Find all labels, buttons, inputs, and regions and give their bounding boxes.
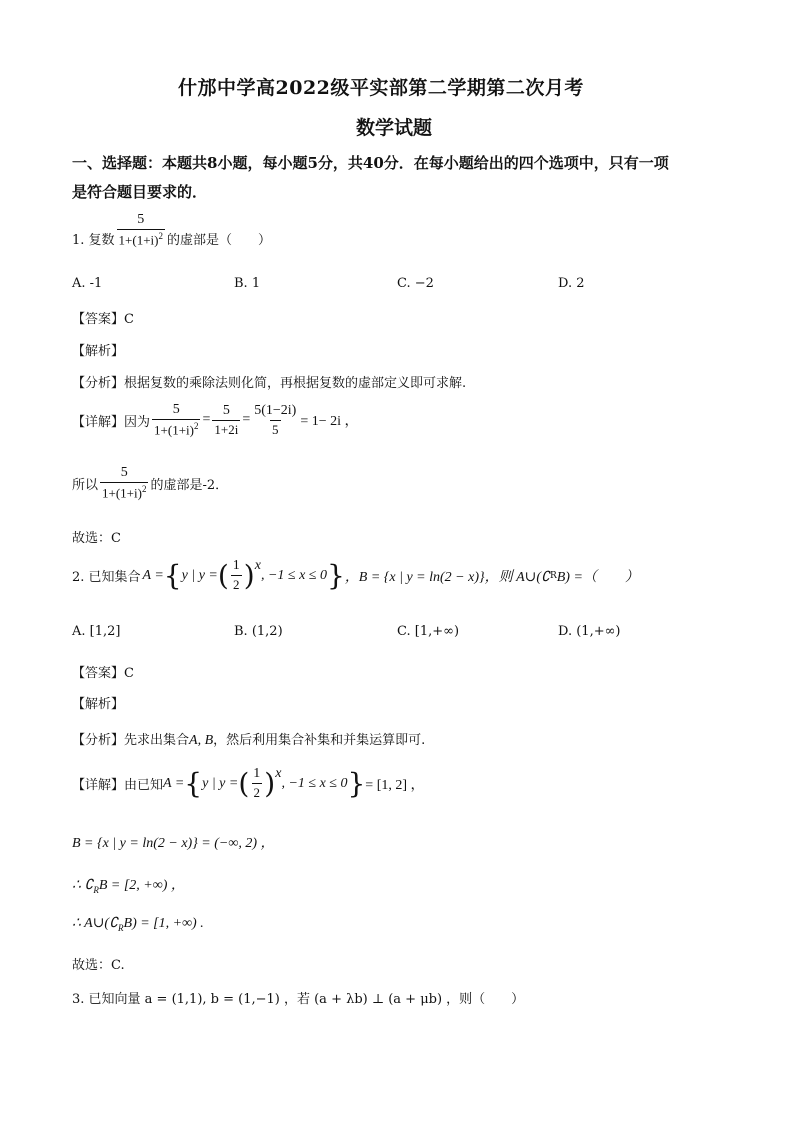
detail-set-a-body: y | y =	[202, 775, 239, 791]
fenxi-tag: 【分析】	[72, 376, 125, 391]
q1-option-d: D. 2	[558, 276, 585, 291]
q2-line-c: ∴ $∁_RB = [2$, +∞) ，	[72, 878, 185, 895]
question-1-number: 1. 复数	[72, 232, 115, 248]
detail-fraction-1: $\frac{5}{1+(1+i)^2}$	[154, 402, 199, 438]
q1-choose: 故选：C	[72, 531, 121, 546]
q2-fenxi	[72, 729, 425, 749]
q1-option-c: C. −2	[397, 276, 434, 291]
q1-option-b: B. 1	[234, 276, 261, 291]
detail-pre: 因为	[124, 414, 151, 430]
q1-detail: 【详解】 因为 $\frac{5}{1+(1+i)^2}$ = $\frac{5}{1+2i}$ = $\frac{5(1-2i)}{5}$ = 1− 2i ，	[72, 402, 359, 438]
section-heading-line1: 一、选择题：本题共8小题，每小题5分，共40分．在每小题给出的四个选项中，只有一项	[72, 154, 669, 172]
fraction-denominator: $1+(1+i)^2$	[118, 231, 163, 248]
detail-set-a: A =	[163, 775, 185, 791]
detail-fraction-3: $\frac{5(1-2i)}{5}$	[254, 402, 297, 437]
fenxi-text: 根据复数的乘除法则化简，再根据复数的虚部定义即可求解.	[124, 376, 467, 391]
question-2-number: 2. 已知集合	[72, 570, 141, 585]
q2-option-a: A. [1,2]	[72, 624, 121, 639]
fraction-numerator: 5	[137, 212, 145, 227]
question-3: 3. 已知向量 a = (1,1), b = (1,−1) ，若 (a + λb) ⊥ (a + μb) ，则（ ）	[72, 992, 525, 1007]
answer-tag: 【答案】	[72, 666, 125, 681]
set-b: ，B = {x | y = ln(2 − x)}	[344, 569, 485, 585]
question-1	[72, 212, 271, 248]
q2-option-b: B. (1,2)	[234, 624, 283, 639]
set-a-body: y | y =	[181, 567, 218, 583]
fenxi-sets: A, B	[189, 733, 214, 748]
detail-set-a-condition: , −1 ≤ x ≤ 0	[281, 775, 348, 791]
q1-conclusion	[72, 465, 228, 501]
conclusion-pre: 所以	[72, 477, 99, 493]
question-2: 2. 已知集合 A = { y | y = ( $\frac{1}{2}$ ) x , −1 ≤ x ≤ 0 } ，B = {x | y = ln(2 − x)} ，则 A∪(∁ R B) =（ ）	[72, 558, 639, 592]
detail-tag: 【详解】	[72, 414, 125, 430]
q1-answer	[72, 308, 134, 327]
detail-pre: 由已知	[124, 778, 164, 793]
q2-choose: 故选：C.	[72, 958, 125, 973]
q2-line-b: B = {x | y = ln(2 − x)} = (−∞, 2) ，	[72, 836, 275, 851]
answer-tag: 【答案】	[72, 312, 125, 327]
q2-answer	[72, 662, 134, 681]
fenxi-pre: 先求出集合	[124, 733, 190, 748]
detail-fraction-2: $\frac{5}{1+2i}$	[214, 402, 239, 437]
set-a-label: A =	[142, 567, 164, 583]
answer-value: C	[124, 666, 134, 681]
q1-analysis-tag: 【解析】	[72, 344, 125, 359]
answer-value: C	[124, 312, 134, 327]
page-subtitle: 数学试题	[356, 117, 433, 139]
q2-option-c: C. [1,+∞)	[397, 624, 460, 639]
q2-option-d: D. (1,+∞)	[558, 624, 621, 639]
question-2-ask: ，则 A∪(∁	[484, 569, 550, 585]
detail-tag: 【详解】	[72, 778, 125, 793]
conclusion-tail: 的虚部是-2．	[150, 477, 229, 493]
q2-detail: 【详解】 由已知 A = { y | y = ( $\frac{1}{2}$ ) x , −1 ≤ x ≤ 0 } = [1, 2] ，	[72, 766, 425, 800]
q1-fenxi	[72, 372, 466, 391]
fenxi-tail: ，然后利用集合补集和并集运算即可.	[213, 733, 426, 748]
section-heading-line2: 是符合题目要求的．	[72, 183, 208, 201]
page-title: 什邡中学高2022级平实部第二学期第二次月考	[178, 77, 584, 99]
question-1-fraction	[117, 212, 165, 248]
question-1-tail: 的虚部是（ ）	[166, 232, 271, 248]
q1-option-a: A. -1	[72, 276, 103, 291]
fenxi-tag: 【分析】	[72, 733, 125, 748]
q2-analysis-tag: 【解析】	[72, 697, 125, 712]
conclusion-fraction: $\frac{5}{1+(1+i)^2}$	[102, 465, 147, 501]
q2-line-d: ∴ $A\cup(∁_RB) = [1$, +∞) .	[72, 916, 204, 933]
set-a-condition: , −1 ≤ x ≤ 0	[260, 567, 327, 583]
question-2-ask-tail: B) =（ ）	[556, 569, 639, 585]
detail-result: = [1, 2] ，	[365, 777, 425, 793]
detail-result: = 1− 2i ，	[300, 414, 359, 430]
